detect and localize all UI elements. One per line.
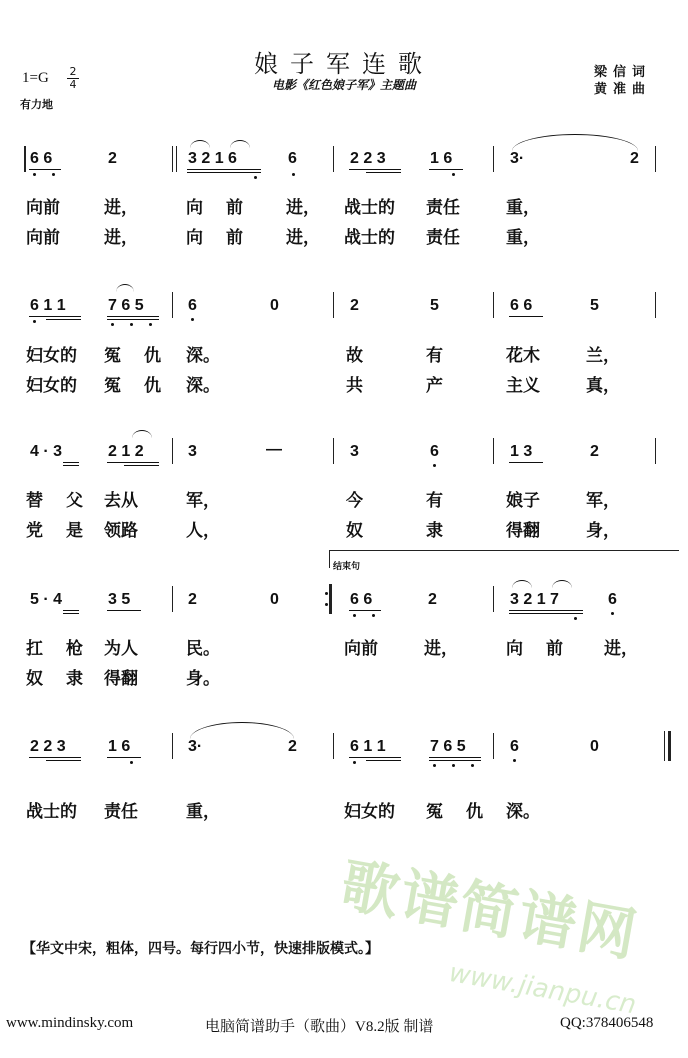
end-phrase-label: 结束句 (333, 562, 361, 572)
footer-qq: QQ:378406548 (560, 1015, 654, 1031)
barline (172, 146, 173, 172)
lyric: 身。 (186, 669, 220, 689)
lyric: 战士的 (344, 198, 395, 218)
barline (655, 292, 656, 318)
note-group: 4 · 3 (30, 443, 63, 460)
barline (333, 438, 334, 464)
lyric: 得翻 (104, 669, 138, 689)
lyric: 进， (104, 198, 138, 218)
lyric: 故 (346, 346, 363, 366)
note-group: 2 (428, 591, 437, 608)
lyric: 责任 (426, 198, 460, 218)
end-phrase-bracket-edge (329, 550, 330, 568)
beam (63, 610, 79, 611)
tie (190, 140, 210, 148)
barline (493, 586, 494, 612)
beam (349, 610, 381, 611)
barline (493, 438, 494, 464)
note-group: 3 2 1 7 (510, 591, 559, 608)
note-group: 3· (510, 150, 525, 167)
lyric: 重， (506, 228, 540, 248)
time-signature (67, 66, 79, 91)
low-octave-dot (353, 761, 356, 764)
note-group: 6 1 1 (350, 738, 386, 755)
lyric: 责任 (426, 228, 460, 248)
note-group: 6 6 (350, 591, 373, 608)
low-octave-dot (452, 764, 455, 767)
beam (29, 757, 81, 758)
lyric: 有 (426, 491, 443, 511)
lyric: 花木 (506, 346, 540, 366)
lyric: 深。 (186, 376, 220, 396)
note-group: 5 · 4 (30, 591, 63, 608)
note-group: 2 (350, 297, 359, 314)
lyric: 领路 (104, 521, 138, 541)
lyric: 奴 (346, 521, 363, 541)
lyric: 冤 (104, 376, 121, 396)
beam (187, 169, 261, 170)
beam (349, 757, 401, 758)
lyric: 产 (426, 376, 443, 396)
lyric: 党 (26, 521, 43, 541)
final-barline-thin (664, 731, 665, 761)
barline (333, 146, 334, 172)
low-octave-dot (471, 764, 474, 767)
lyric: 人， (186, 521, 220, 541)
lyric: 奴 (26, 669, 43, 689)
beam (107, 319, 159, 320)
lyric: 是 (66, 521, 83, 541)
low-octave-dot (574, 617, 577, 620)
composer: 黄准曲 (594, 82, 652, 97)
watermark: 歌谱简谱网 (335, 850, 644, 970)
tie (132, 430, 152, 438)
note-group: 0 (270, 297, 279, 314)
barline (655, 146, 656, 172)
note-group: 2 (590, 443, 599, 460)
end-phrase-bracket (329, 550, 679, 551)
song-title: 娘子军连歌 (254, 50, 434, 78)
lyric: 得翻 (506, 521, 540, 541)
note-group: 2 (188, 591, 197, 608)
beam (509, 613, 583, 614)
note-group: 1 6 (430, 150, 453, 167)
note-group: 2 (630, 150, 639, 167)
tie (552, 580, 572, 588)
lyric: 为人 (104, 639, 138, 659)
barline (493, 733, 494, 759)
note-group: 6 (288, 150, 297, 167)
lyric: 进， (424, 639, 458, 659)
beam (46, 760, 81, 761)
meter-bottom: 4 (67, 78, 79, 91)
note-group: 2 2 3 (30, 738, 66, 755)
note-group: 2 1 2 (108, 443, 144, 460)
barline (493, 146, 494, 172)
lyric: 向 (186, 198, 203, 218)
note-group: 7 6 5 (108, 297, 144, 314)
barline (333, 292, 334, 318)
note-group: 3 (350, 443, 359, 460)
lyric: 向前 (26, 228, 60, 248)
low-octave-dot (611, 612, 614, 615)
lyricist: 梁信词 (594, 65, 652, 80)
lyric: 向 (506, 639, 523, 659)
tie (512, 580, 532, 588)
lyric: 替 (26, 491, 43, 511)
note-group: 3 (188, 443, 197, 460)
lyric: 前 (226, 198, 243, 218)
tie (230, 140, 250, 148)
credits (594, 64, 651, 98)
low-octave-dot (513, 759, 516, 762)
barline (655, 438, 656, 464)
lyric: 军， (186, 491, 220, 511)
beam (366, 172, 401, 173)
beam (63, 465, 79, 466)
lyric: 进， (286, 198, 320, 218)
lyric: 冤 (426, 802, 443, 822)
footer-software: 电脑简谱助手（歌曲）V8.2版 制谱 (205, 1019, 434, 1035)
lyric: 扛 (26, 639, 43, 659)
barline (333, 733, 334, 759)
note-group: 6 1 1 (30, 297, 66, 314)
beam (46, 319, 81, 320)
beam (366, 760, 401, 761)
low-octave-dot (433, 464, 436, 467)
note-group: 3· (188, 738, 203, 755)
lyric: 仇 (144, 376, 161, 396)
lyric: 仇 (144, 346, 161, 366)
low-octave-dot (130, 761, 133, 764)
barline (176, 146, 177, 172)
low-octave-dot (130, 323, 133, 326)
lyric: 向前 (344, 639, 378, 659)
repeat-dot (325, 603, 328, 606)
beam (429, 169, 463, 170)
beam (29, 169, 61, 170)
lyric: 向前 (26, 198, 60, 218)
footer-website: www.mindinsky.com (6, 1015, 134, 1031)
repeat-barline (329, 584, 332, 614)
low-octave-dot (33, 173, 36, 176)
lyric: 进， (286, 228, 320, 248)
lyric: 隶 (426, 521, 443, 541)
slur (190, 722, 294, 739)
note-group: 2 2 3 (350, 150, 386, 167)
lyric: 有 (426, 346, 443, 366)
note-group: 3 2 1 6 (188, 150, 237, 167)
note-group: 2 (108, 150, 117, 167)
lyric: 前 (546, 639, 563, 659)
beam (187, 172, 261, 173)
lyric: 进， (604, 639, 638, 659)
beam (29, 316, 81, 317)
low-octave-dot (33, 320, 36, 323)
note-group: 6 6 (30, 150, 53, 167)
final-barline-thick (668, 731, 671, 761)
lyric: 父 (66, 491, 83, 511)
meter-top: 2 (69, 65, 77, 78)
beam (124, 465, 159, 466)
song-subtitle: 电影《红色娘子军》主题曲 (271, 78, 416, 92)
note-group: 3 5 (108, 591, 131, 608)
barline (172, 438, 173, 464)
beam (429, 757, 481, 758)
watermark-url: www.jianpu.cn (446, 958, 639, 1021)
note-group: 6 (510, 738, 519, 755)
note-group: 5 (590, 297, 599, 314)
lyric: 进， (104, 228, 138, 248)
lyric: 责任 (104, 802, 138, 822)
note-group: 0 (590, 738, 599, 755)
lyric: 身， (586, 521, 620, 541)
barline (172, 733, 173, 759)
note-group: 0 (270, 591, 279, 608)
barline (172, 292, 173, 318)
note-group: 6 6 (510, 297, 533, 314)
lyric: 冤 (104, 346, 121, 366)
key-signature: 1=G (22, 70, 49, 86)
note-group: 6 (188, 297, 197, 314)
slur (512, 134, 638, 151)
lyric: 战士的 (26, 802, 77, 822)
beam (509, 610, 583, 611)
lyric: 重， (186, 802, 220, 822)
lyric: 隶 (66, 669, 83, 689)
low-octave-dot (372, 614, 375, 617)
low-octave-dot (191, 318, 194, 321)
lyric: 真， (586, 376, 620, 396)
typesetting-note: 【华文中宋，粗体，四号。每行四小节，快速排版模式。】 (22, 941, 379, 957)
lyric: 民。 (186, 639, 220, 659)
beam (349, 169, 401, 170)
lyric: 今 (346, 491, 363, 511)
note-group: 1 3 (510, 443, 533, 460)
lyric: 战士的 (344, 228, 395, 248)
low-octave-dot (452, 173, 455, 176)
barline (493, 292, 494, 318)
note-group: 6 (608, 591, 617, 608)
low-octave-dot (52, 173, 55, 176)
tempo-marking: 有力地 (20, 98, 53, 111)
lyric: 娘子 (506, 491, 540, 511)
beam (107, 462, 159, 463)
lyric: 妇女的 (26, 346, 77, 366)
lyric: 前 (226, 228, 243, 248)
lyric: 向 (186, 228, 203, 248)
low-octave-dot (254, 176, 257, 179)
note-group: 7 6 5 (430, 738, 466, 755)
beam (429, 760, 481, 761)
beam (63, 462, 79, 463)
lyric: 重， (506, 198, 540, 218)
beam (107, 610, 141, 611)
low-octave-dot (149, 323, 152, 326)
note-group: 1 6 (108, 738, 131, 755)
note-group: 2 (288, 738, 297, 755)
lyric: 去从 (104, 491, 138, 511)
start-barline (24, 146, 26, 172)
note-group: 5 (430, 297, 439, 314)
low-octave-dot (433, 764, 436, 767)
lyric: 主义 (506, 376, 540, 396)
beam (509, 462, 543, 463)
lyric: 仇 (466, 802, 483, 822)
beam (63, 613, 79, 614)
lyric: 深。 (186, 346, 220, 366)
note-group: — (266, 441, 282, 458)
lyric: 深。 (506, 802, 540, 822)
barline (172, 586, 173, 612)
note-group: 6 (430, 443, 439, 460)
lyric: 妇女的 (344, 802, 395, 822)
low-octave-dot (292, 173, 295, 176)
beam (107, 316, 159, 317)
tie (116, 284, 134, 292)
repeat-dot (325, 592, 328, 595)
lyric: 枪 (66, 639, 83, 659)
beam (107, 757, 141, 758)
lyric: 军， (586, 491, 620, 511)
low-octave-dot (353, 614, 356, 617)
beam (509, 316, 543, 317)
lyric: 共 (346, 376, 363, 396)
low-octave-dot (111, 323, 114, 326)
lyric: 妇女的 (26, 376, 77, 396)
lyric: 兰， (586, 346, 620, 366)
